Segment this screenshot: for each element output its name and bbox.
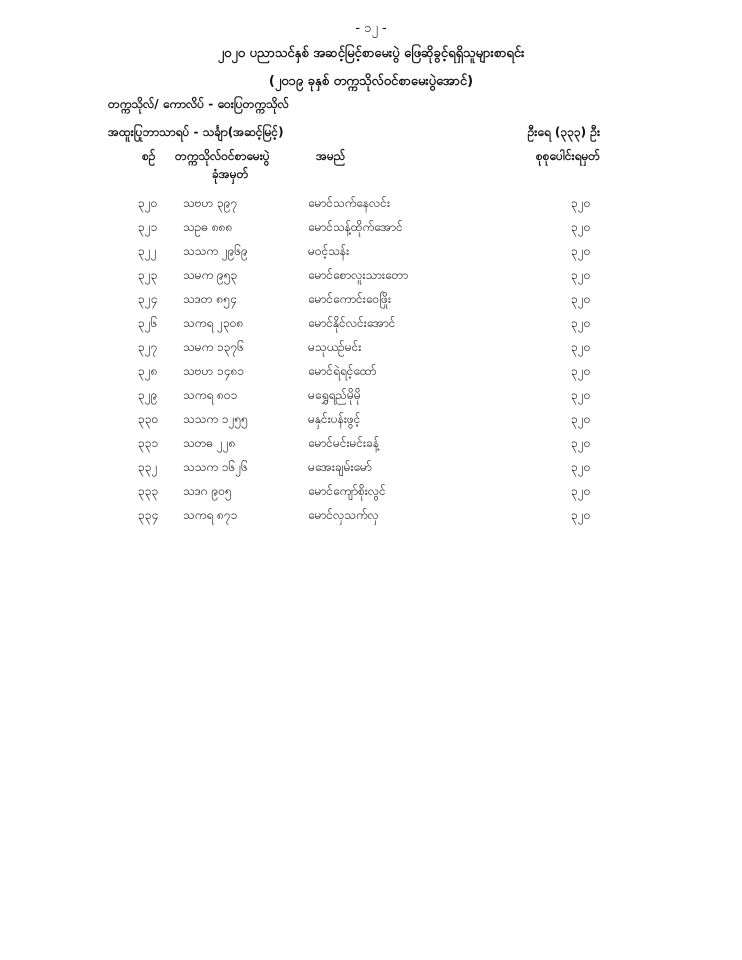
total-marks: ၃၂၀: [571, 508, 591, 522]
table-row: [0, 481, 742, 505]
serial-no: ၃၃၀: [138, 412, 159, 426]
serial-no: ၃၂၁: [138, 220, 158, 234]
table-row: [0, 241, 742, 265]
roll-number: သကရ ၂၃၀၈: [183, 316, 244, 330]
roll-number: သဒတ ၈၅၄: [183, 292, 237, 306]
total-marks: ၃၂၀: [571, 484, 591, 498]
serial-no: ၃၂၈: [138, 364, 158, 378]
roll-number: သတဓ ၂၂၈: [183, 436, 236, 450]
header-name: အမည်: [316, 149, 346, 163]
page-number: - ၁၂ -: [355, 21, 387, 36]
roll-number: သကရ ၈၇၁: [183, 508, 238, 522]
total-marks: ၃၂၀: [571, 292, 591, 306]
table-row: [0, 505, 742, 529]
roll-number: သသက ၁၆၂၆: [183, 460, 248, 474]
total-marks: ၃၂၀: [571, 460, 591, 474]
candidate-name: မအေးချမ်းမော်: [308, 460, 372, 474]
table-row: [0, 289, 742, 313]
roll-number: သသက ၁၂၅၅: [183, 412, 248, 426]
roll-number: သသက ၂၉၆၉: [183, 244, 248, 258]
serial-no: ၃၂၃: [138, 268, 158, 282]
roll-number: သဗဟ ၃၉၇: [183, 196, 238, 210]
serial-no: ၃၂၂: [138, 244, 157, 258]
roll-number: သဒဂ ၉၀၅: [183, 484, 232, 498]
total-marks: ၃၂၀: [571, 388, 591, 402]
candidate-name: မောင်စောလူးသားတော: [308, 268, 409, 282]
table-row: [0, 193, 742, 217]
major-subject-line: အထူးပြုဘာသာရပ် - သင်္ချာ(အဆင့်မြင့်): [108, 125, 284, 139]
serial-no: ၃၃၄: [138, 508, 159, 522]
candidate-name: မောင်ကောင်းဝေဖြိုး: [308, 292, 392, 306]
roll-number: သမက ၉၅၃: [183, 268, 238, 282]
table-row: [0, 313, 742, 337]
serial-no: ၃၃၁: [138, 436, 159, 450]
header-serial-no: စဉ်: [142, 149, 156, 163]
table-row: [0, 409, 742, 433]
header-total-marks: စုစုပေါင်းရမှတ်: [535, 149, 600, 163]
total-marks: ၃၂၀: [571, 196, 591, 210]
candidate-name: မရွှေရည်မိုမို: [308, 388, 361, 402]
total-marks: ၃၂၀: [571, 412, 591, 426]
header-exam-roll-line2: ခုံအမှတ်: [212, 167, 249, 181]
total-marks: ၃၂၀: [571, 244, 591, 258]
candidate-name: မောင်မင်းမင်းခန့်: [308, 436, 380, 450]
roll-number: သကရ ၈၀၁: [183, 388, 238, 402]
candidate-name: မောင်သက်နေလင်း: [308, 196, 390, 210]
roll-number: သဥဓ ၈၈၈: [183, 220, 233, 234]
table-row: [0, 361, 742, 385]
total-marks: ၃၂၀: [571, 340, 591, 354]
candidate-count: ဦးရေ (၃၃၃) ဦး: [527, 125, 600, 139]
document-subtitle: (၂၀၁၉ ခုနှစ် တက္ကသိုလ်ဝင်စာမေးပွဲအောင်): [268, 74, 474, 89]
total-marks: ၃၂၀: [571, 268, 591, 282]
candidate-list: [0, 193, 742, 529]
university-line: တက္ကသိုလ်/ ကောလိပ် - ဝေးပြတက္ကသိုလ်: [108, 97, 289, 111]
serial-no: ၃၂၉: [138, 388, 158, 402]
serial-no: ၃၃၃: [138, 484, 159, 498]
candidate-name: မောင်လှသက်လှ: [308, 508, 379, 522]
roll-number: သမက ၁၃၇၆: [183, 340, 245, 354]
table-row: [0, 433, 742, 457]
roll-number: သဗဟ ၁၄၈၁: [183, 364, 245, 378]
total-marks: ၃၂၀: [571, 220, 591, 234]
table-row: [0, 337, 742, 361]
serial-no: ၃၂၄: [138, 292, 158, 306]
table-row: [0, 217, 742, 241]
serial-no: ၃၂၇: [138, 340, 158, 354]
candidate-name: မောင်သန့်ထိုက်အောင်: [308, 220, 403, 234]
serial-no: ၃၂၆: [138, 316, 158, 330]
header-exam-roll: တက္ကသိုလ်ဝင်စာမေးပွဲ: [175, 149, 270, 163]
candidate-name: မသုယဉ်မင်း: [308, 340, 362, 354]
candidate-name: မောင်ကျော်စိုးလွင်: [308, 484, 386, 498]
serial-no: ၃၂၀: [138, 196, 158, 210]
candidate-name: မနှင်းပန်းဖွင့်: [308, 412, 361, 426]
document-title: ၂၀၂၀ ပညာသင်နှစ် အဆင့်မြင့်စာမေးပွဲ ဖြေဆိုခွင့်ရရှိသူများစာရင်း: [217, 46, 525, 61]
total-marks: ၃၂၀: [571, 436, 591, 450]
table-row: [0, 385, 742, 409]
candidate-name: မောင်ရဲရင့်ထော်: [308, 364, 377, 378]
table-row: [0, 457, 742, 481]
table-row: [0, 265, 742, 289]
candidate-name: မောင်နိုင်လင်းအောင်: [308, 316, 396, 330]
total-marks: ၃၂၀: [571, 316, 591, 330]
serial-no: ၃၃၂: [138, 460, 158, 474]
total-marks: ၃၂၀: [571, 364, 591, 378]
candidate-name: မဝင့်သန်း: [308, 244, 350, 258]
